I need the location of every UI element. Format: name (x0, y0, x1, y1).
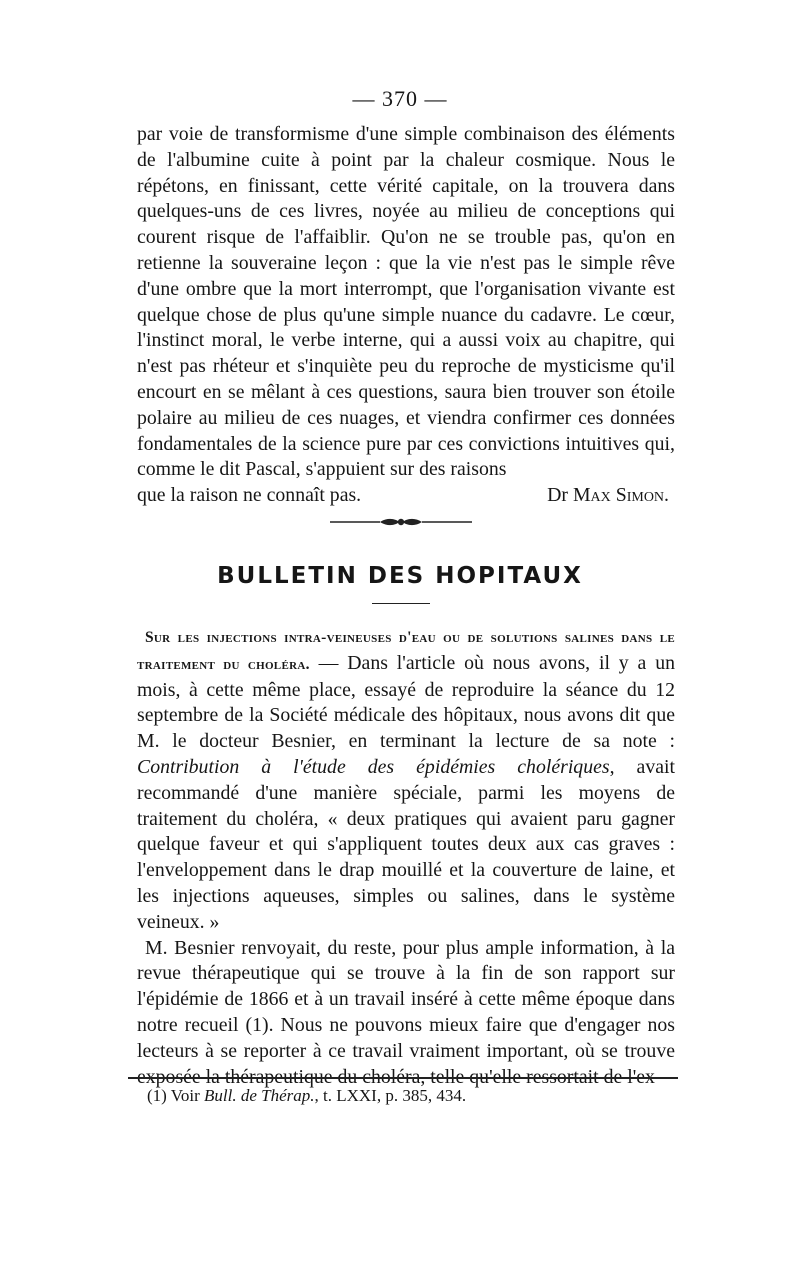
article-bulletin (137, 624, 675, 1090)
signature-line (137, 483, 675, 509)
author-title: Dr (547, 484, 568, 507)
footnote-text: (1) Voir (147, 1086, 204, 1105)
bulletin-paragraph-1 (137, 624, 675, 936)
author-signature (547, 483, 675, 509)
footnote-rule (128, 1077, 678, 1079)
author-name: Max Simon. (572, 484, 669, 507)
paragraph-text: , avait recommandé d'une manière spéciale, parmi les moyens de traitement du choléra, « deux pratiques qui avaient paru gagner quelque faveur et qui s'appliquent toutes deux aux cas graves : l'enveloppement dans le drap mouillé et la couverture de laine, et les injections aqueuses, simples ou salines, dans le système veineux. » (137, 755, 675, 933)
article-conclusion (137, 122, 675, 509)
bulletin-paragraph-2: M. Besnier renvoyait, du reste, pour plus ample information, à la revue thérapeutique qui se trouve à la fin de son rapport sur l'épidémie de 1866 et à un travail inséré à cette même époque dans notre recueil (1). Nous ne pouvons mieux faire que d'engager nos lecteurs à se reporter à ce travail vraiment important, où se trouve exposée la thérapeutique du choléra, telle qu'elle ressortait de l'ex- (137, 936, 675, 1088)
heading-rule (372, 603, 430, 604)
page-number: — 370 — (352, 86, 448, 111)
footnote (147, 1086, 466, 1106)
footnote-journal: Bull. de Thérap. (204, 1086, 315, 1105)
section-ornament (330, 515, 472, 529)
footnote-text: , t. LXXI, p. 385, 434. (314, 1086, 467, 1105)
section-heading: BULLETIN DES HOPITAUX (217, 563, 583, 589)
paragraph-text: — Dans l'article où nous avons, il y a un mois, à cette même place, essayé de reproduire la séance du 12 septembre de la Société médicale des hôpitaux, nous avons dit que M. le docteur Besnier, en terminant la lecture de sa note : (137, 651, 675, 753)
cited-title: Contribution à l'étude des épidémies cholériques (137, 755, 610, 778)
article-lead-title: Sur les injections intra-veineuses d'eau ou de solutions salines dans le traitement du choléra. (137, 629, 675, 673)
closing-phrase: que la raison ne connaît pas. (137, 484, 362, 507)
conclusion-paragraph: par voie de transformisme d'une simple combinaison des éléments de l'albumine cuite à point par la chaleur cosmique. Nous le répétons, en finissant, cette vérité capitale, on la trouvera dans quelques-uns de ces livres, noyée au milieu de conceptions qui courent risque de l'affaiblir. Qu'on ne se trouble pas, qu'on en retienne la souveraine leçon : que la vie n'est pas le simple rêve d'une ombre que la mort interrompt, que l'organisation vivante est quelque chose de plus qu'une simple nuance du cadavre. Le cœur, l'instinct moral, le verbe interne, qui a aussi voix au chapitre, qui n'est pas rhéteur et s'inquiète peu du reproche de mysticisme qu'il encourt en se mêlant à ces questions, saura bien trouver son étoile polaire au milieu de ces nuages, et viendra confirmer ces données fondamentales de la science pure par ces convictions intuitives qui, comme le dit Pascal, s'appuient sur des raisons (137, 123, 675, 481)
